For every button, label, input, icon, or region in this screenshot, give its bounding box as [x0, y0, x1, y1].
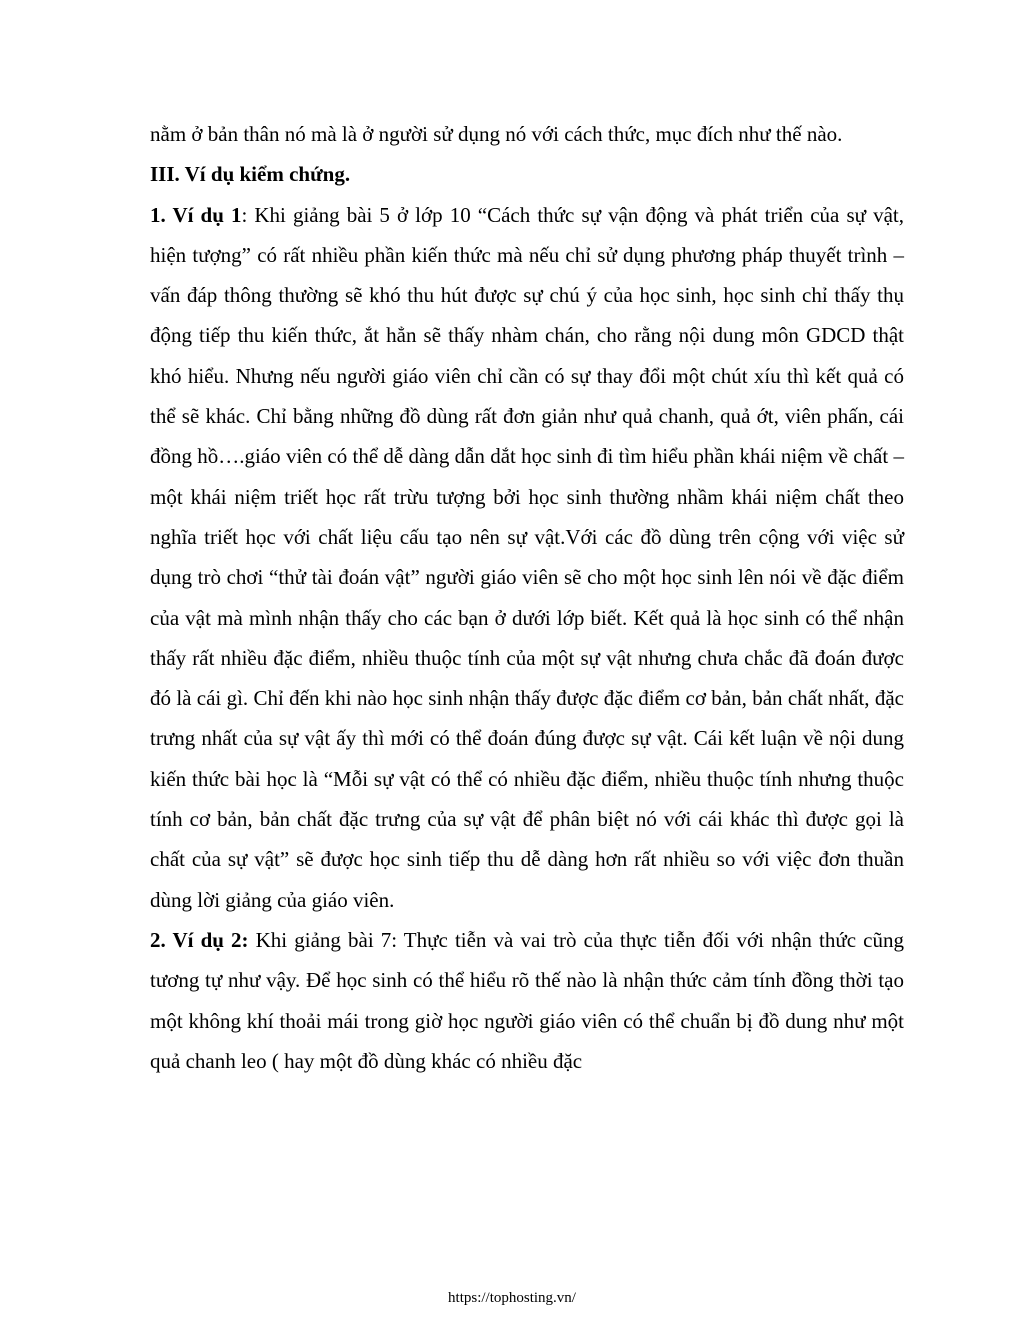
document-page [150, 114, 904, 1081]
example-2-label: 2. Ví dụ 2: [150, 927, 249, 952]
section-heading: III. Ví dụ kiểm chứng. [150, 162, 351, 187]
example-2-text: Khi giảng bài 7: Thực tiễn và vai trò của thực tiễn đối với nhận thức cũng tương tự như vậy. Để học sinh có thể hiểu rõ thế nào là nhận thức cảm tính đồng thời tạo một không khí thoải mái trong giờ học người giáo viên có thể chuẩn bị đồ dung như một quả chanh leo ( hay một đồ dùng khác có nhiều đặc [150, 927, 904, 1073]
footer-url[interactable]: https://tophosting.vn/ [448, 1290, 576, 1306]
intro-paragraph: nằm ở bản thân nó mà là ở người sử dụng nó với cách thức, mục đích như thế nào. [150, 122, 843, 146]
example-1-paragraph [150, 195, 904, 920]
example-1-label: 1. Ví dụ 1 [150, 202, 242, 227]
example-2-paragraph [150, 920, 904, 1081]
example-1-text: : Khi giảng bài 5 ở lớp 10 “Cách thức sự vận động và phát triển của sự vật, hiện tượng” có rất nhiều phần kiến thức mà nếu chỉ sử dụng phương pháp thuyết trình – vấn đáp thông thường sẽ khó thu hút được sự chú ý của học sinh, học sinh chỉ thấy thụ động tiếp thu kiến thức, ắt hẳn sẽ thấy nhàm chán, cho rằng nội dung môn GDCD thật khó hiểu. Nhưng nếu người giáo viên chỉ cần có sự thay đổi một chút xíu thì kết quả có thể sẽ khác. Chỉ bằng những đồ dùng rất đơn giản như quả chanh, quả ớt, viên phấn, cái đồng hồ….giáo viên có thể dễ dàng dẫn dắt học sinh đi tìm hiểu phần khái niệm về chất – một khái niệm triết học rất trừu tượng bởi học sinh thường nhầm khái niệm chất theo nghĩa triết học với chất liệu cấu tạo nên sự vật.Với các đồ dùng trên cộng với việc sử dụng trò chơi “thử tài đoán vật” người giáo viên sẽ cho một học sinh lên nói về đặc điểm của vật mà mình nhận thấy cho các bạn ở dưới lớp biết. Kết quả là học sinh có thể nhận thấy rất nhiều đặc điểm, nhiều thuộc tính của một sự vật nhưng chưa chắc đã đoán được đó là cái gì. Chỉ đến khi nào học sinh nhận thấy được đặc điểm cơ bản, bản chất nhất, đặc trưng nhất của sự vật ấy thì mới có thể đoán đúng được sự vật. Cái kết luận về nội dung kiến thức bài học là “Mỗi sự vật có thể có nhiều đặc điểm, nhiều thuộc tính nhưng thuộc tính cơ bản, bản chất đặc trưng của sự vật để phân biệt nó với cái khác thì được gọi là chất của sự vật” sẽ được học sinh tiếp thu dễ dàng hơn rất nhiều so với việc đơn thuần dùng lời giảng của giáo viên. [150, 202, 904, 912]
